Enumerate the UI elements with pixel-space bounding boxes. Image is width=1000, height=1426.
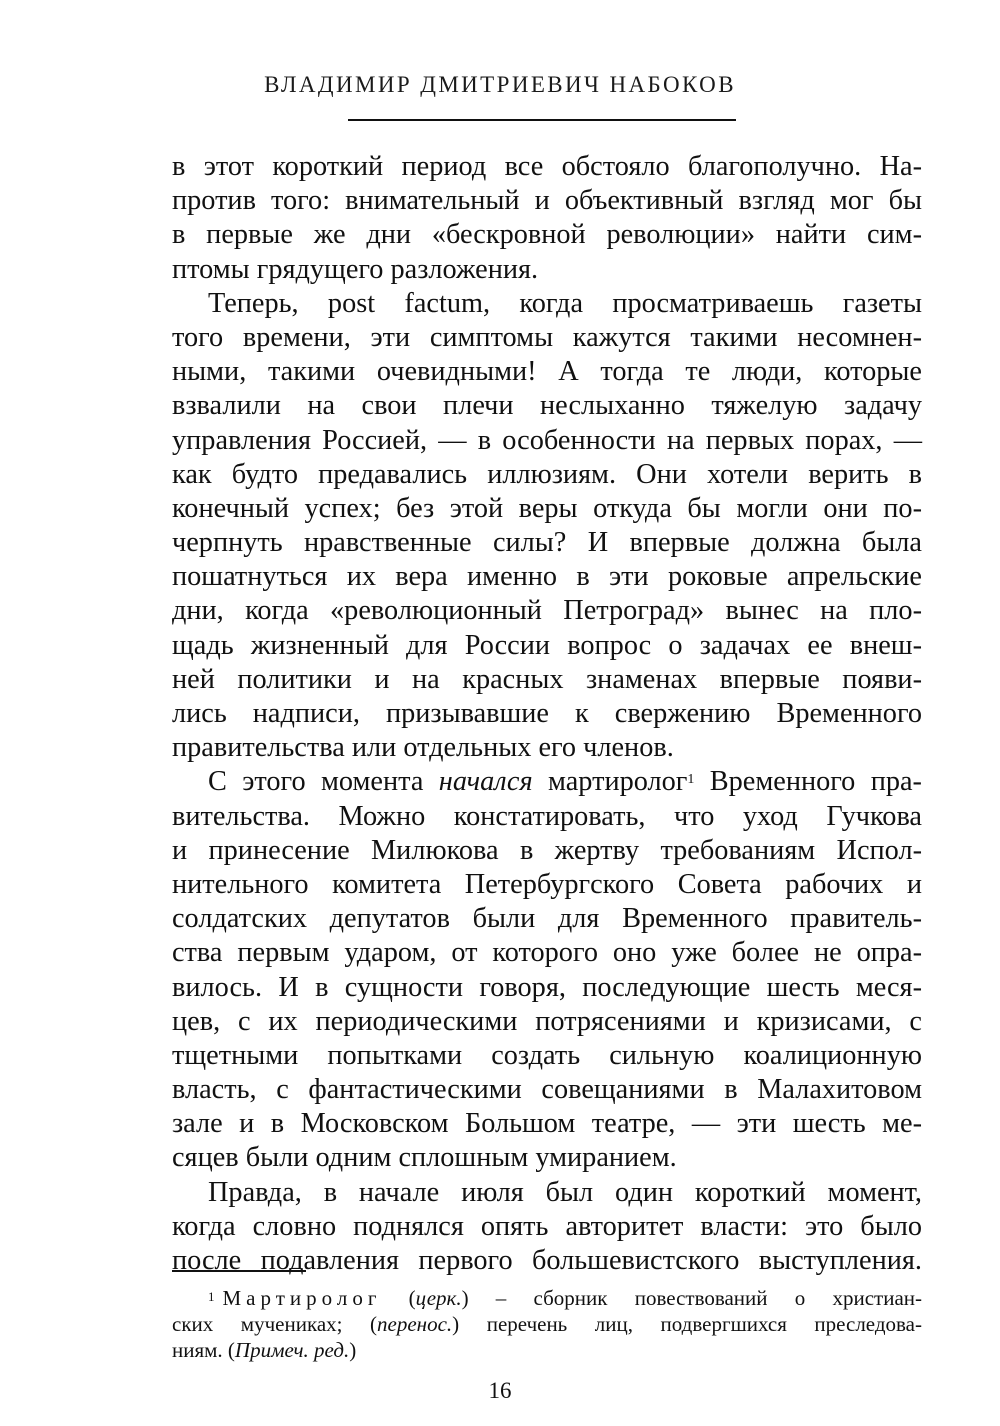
- main-text: [172, 150, 922, 1278]
- text-line: лись надписи, призывавшие к свержению Временного: [172, 698, 922, 729]
- italic-emphasis: церк.: [415, 1286, 462, 1310]
- text-line: когда словно поднялся опять авторитет власти: это было: [172, 1210, 922, 1242]
- text-run: ) перечень лиц, подвергшихся преследова-: [452, 1312, 922, 1336]
- text-run: ских мучениках; (: [172, 1312, 378, 1336]
- text-run: С этого момента: [208, 766, 439, 798]
- text-line: солдатских депутатов были для Временного правитель-: [172, 903, 922, 935]
- running-title: ВЛАДИМИР ДМИТРИЕВИЧ НАБОКОВ: [264, 72, 736, 97]
- text-line: как будто предавались иллюзиям. Они хотели верить в: [172, 458, 922, 490]
- text-line: Теперь, post factum, когда просматриваешь газеты: [208, 287, 922, 319]
- text-run: ниям. (: [172, 1338, 235, 1362]
- footnote: [172, 1285, 922, 1363]
- text-line: птомы грядущего разложения.: [172, 253, 539, 285]
- text-line: вительства. Можно констатировать, что уход Гучкова: [172, 800, 922, 832]
- text-line: нительного комитета Петербургского Совета рабочих и: [172, 868, 922, 900]
- footnote-rule: [172, 1270, 306, 1272]
- text-line: в первые же дни «бескровной революции» найти сим-: [172, 219, 922, 251]
- text-line: управления Россией, — в особенности на первых порах, —: [172, 424, 922, 456]
- text-run: Временного пра-: [694, 766, 922, 798]
- footnote-line: [172, 1337, 922, 1363]
- text-line: пошатнуться их вера именно в эти роковые апрельские: [172, 561, 922, 593]
- text-line: в этот короткий период все обстояло благополучно. На-: [172, 151, 922, 182]
- italic-emphasis: перенос.: [377, 1312, 453, 1336]
- text-line: дни, когда «революционный Петроград» вынес на пло-: [172, 595, 922, 627]
- header-rule: [348, 119, 736, 121]
- italic-emphasis: начался: [438, 766, 533, 798]
- text-line: зале и в Московском Большом театре, — эти шесть ме-: [172, 1108, 922, 1140]
- footnote-term: Мартиролог: [222, 1286, 382, 1310]
- text-line: вилось. И в сущности говоря, последующие шесть меся-: [172, 971, 922, 1003]
- text-run: мартиролог: [532, 766, 688, 798]
- text-line: ства первым ударом, от которого оно уже более не опра-: [172, 937, 922, 969]
- text-line: конечный успех; без этой веры откуда бы могли они по-: [172, 492, 922, 524]
- text-line: сяцев были одним сплошным умиранием.: [172, 1142, 677, 1174]
- text-line: [172, 765, 922, 799]
- footnote-reference: 1: [687, 772, 695, 788]
- text-line: ными, такими очевидными! А тогда те люди, которые: [172, 356, 922, 388]
- text-line: взвалили на свои плечи неслыханно тяжелую задачу: [172, 390, 922, 422]
- text-line: против того: внимательный и объективный взгляд мог бы: [172, 185, 922, 217]
- text-line: того времени, эти симптомы кажутся такими несомнен-: [172, 321, 922, 353]
- footnote-line: [172, 1311, 922, 1337]
- text-line: и принесение Милюкова в жертву требованиям Испол-: [172, 834, 922, 866]
- text-line: ней политики и на красных знаменах впервые появи-: [172, 663, 922, 695]
- footnote-mark: 1: [208, 1289, 215, 1304]
- text-line: тщетными попытками создать сильную коалиционную: [172, 1039, 922, 1071]
- italic-emphasis: Примеч. ред.: [234, 1338, 350, 1362]
- text-run: ): [349, 1338, 357, 1362]
- text-line: Правда, в начале июля был один короткий момент,: [208, 1176, 922, 1208]
- text-run: (: [381, 1286, 416, 1310]
- text-line: щадь жизненный для России вопрос о задачах ее внеш-: [172, 629, 922, 661]
- text-line: власть, с фантастическими совещаниями в Малахитовом: [172, 1074, 922, 1106]
- text-line: цев, с их периодическими потрясениями и кризисами, с: [172, 1005, 922, 1037]
- footnote-line: [172, 1285, 922, 1311]
- text-line: черпнуть нравственные силы? И впервые должна была: [172, 527, 922, 559]
- text-run: ) – сборник повествований о христиан-: [461, 1286, 922, 1310]
- text-line: правительства или отдельных его членов.: [172, 732, 674, 764]
- text-line: после подавления первого большевистского выступления.: [172, 1245, 922, 1276]
- page-number: 16: [488, 1378, 512, 1403]
